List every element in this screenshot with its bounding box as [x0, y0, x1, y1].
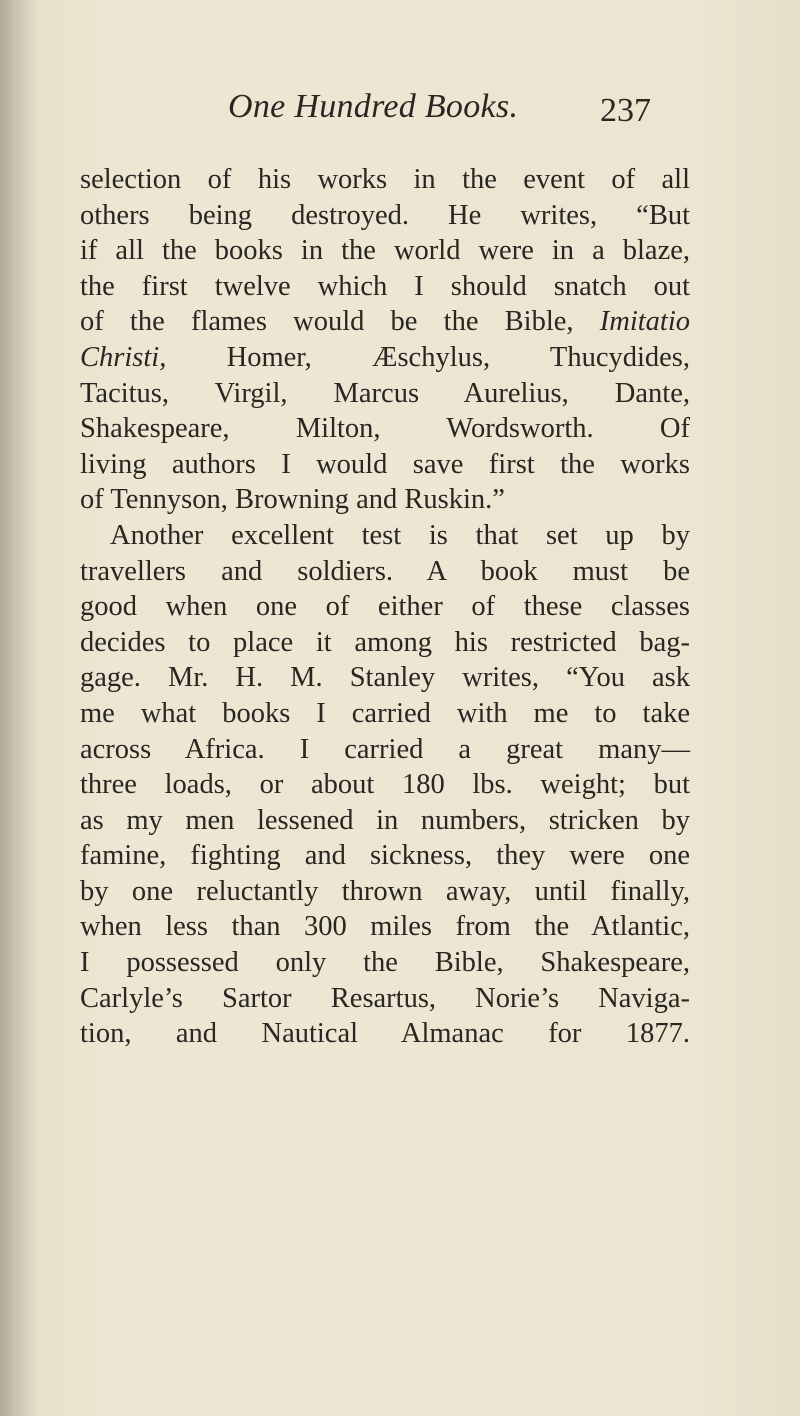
text-line [80, 340, 690, 376]
body-text [80, 162, 690, 1052]
text-line: famine, fighting and sickness, they were one [80, 840, 690, 872]
running-title: One Hundred Books. [228, 88, 519, 125]
text-line: good when one of either of these classes [80, 591, 690, 623]
text-line: of Tennyson, Browning and Ruskin.” [80, 484, 505, 516]
text-line: gage. Mr. H. M. Stanley writes, “You ask [80, 662, 690, 694]
italic-title: Christi, [80, 341, 167, 373]
text-line: tion, and Nautical Almanac for 1877. [80, 1018, 690, 1050]
text-line: decides to place it among his restricted bag- [80, 626, 690, 658]
text-line: living authors I would save first the works [80, 448, 690, 480]
text-line: Carlyle’s Sartor Resartus, Norie’s Naviga- [80, 982, 690, 1014]
text-line: by one reluctantly thrown away, until finally, [80, 875, 690, 907]
text-line [80, 304, 690, 340]
text-segment: Homer, Æschylus, Thucydides, [166, 341, 690, 373]
text-line: others being destroyed. He writes, “But [80, 199, 690, 231]
text-line: travellers and soldiers. A book must be [80, 555, 690, 587]
text-line: the first twelve which I should snatch out [80, 270, 690, 302]
text-line: Shakespeare, Milton, Wordsworth. Of [80, 413, 690, 445]
page-number: 237 [600, 92, 651, 129]
text-line: Another excellent test is that set up by [110, 519, 690, 551]
binding-gutter-shadow [0, 0, 38, 1416]
text-line: me what books I carried with me to take [80, 697, 690, 729]
italic-title: Imitatio [599, 306, 690, 338]
text-line: if all the books in the world were in a blaze, [80, 235, 690, 267]
text-line: three loads, or about 180 lbs. weight; but [80, 769, 690, 801]
running-head [0, 88, 800, 132]
text-line: selection of his works in the event of all [80, 164, 690, 195]
text-line: I possessed only the Bible, Shakespeare, [80, 947, 690, 979]
text-line: across Africa. I carried a great many— [80, 733, 690, 765]
text-line: when less than 300 miles from the Atlantic, [80, 911, 690, 943]
text-line: Tacitus, Virgil, Marcus Aurelius, Dante, [80, 377, 690, 409]
text-segment: of the flames would be the Bible, [80, 306, 600, 338]
text-line: as my men lessened in numbers, stricken by [80, 804, 690, 836]
